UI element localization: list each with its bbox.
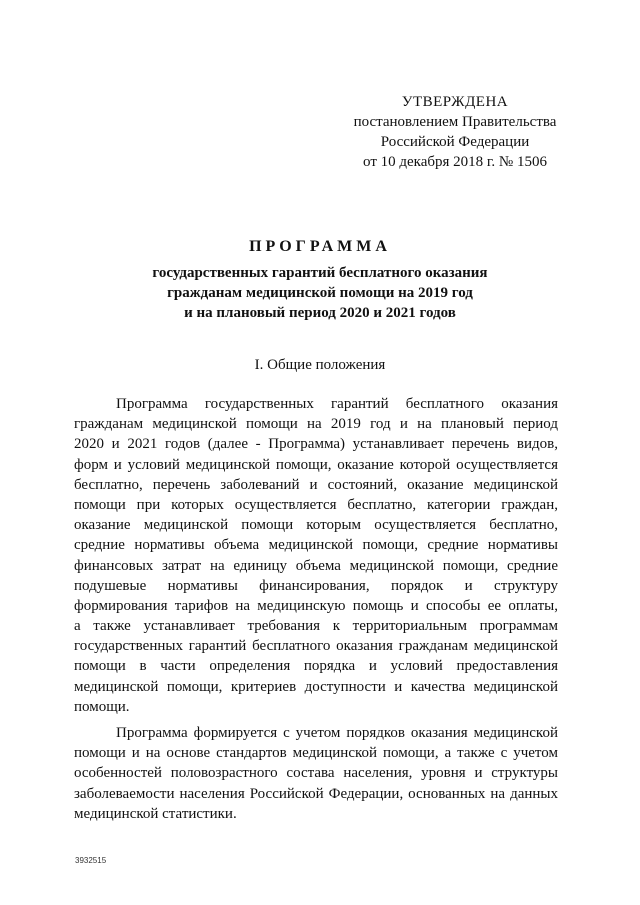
paragraph-line: помощи. (74, 698, 130, 715)
paragraph-line: форм и условий медицинской помощи, оказание которой осуществляется (74, 456, 558, 473)
approval-stamp (340, 92, 570, 172)
approval-line-1: постановлением Правительства (353, 114, 557, 130)
document-code: 3932515 (75, 856, 107, 865)
paragraph-line: финансовых затрат на единицу объема медицинской помощи, средние (74, 557, 558, 574)
paragraph-line: 2020 и 2021 годов (далее - Программа) устанавливает перечень видов, (74, 436, 558, 453)
paragraph-line: медицинской статистики. (74, 805, 237, 822)
paragraph-line: формирования тарифов на медицинскую помощь и способы ее оплаты, (74, 597, 558, 614)
paragraph-1 (74, 394, 558, 717)
paragraph-line: подушевые нормативы финансирования, порядок и структуру (74, 577, 558, 594)
approval-line-3: от 10 декабря 2018 г. № 1506 (363, 154, 547, 170)
approval-heading: УТВЕРЖДЕНА (401, 94, 509, 110)
paragraph-line: а также устанавливает требования к территориальным программам (74, 618, 558, 635)
paragraph-line: Программа государственных гарантий бесплатного оказания (116, 396, 558, 412)
paragraph-line: заболеваемости населения Российской Федерации, основанных на данных (74, 785, 558, 802)
paragraph-line: средние нормативы объема медицинской помощи, средние нормативы (74, 537, 558, 554)
subtitle-line: и на плановый период 2020 и 2021 годов (184, 305, 456, 321)
section-heading: I. Общие положения (254, 357, 386, 373)
paragraph-line: медицинской помощи, критериев доступности и качества медицинской (74, 678, 558, 695)
document-title: ПРОГРАММА (249, 238, 391, 255)
paragraph-line: помощи в части определения порядка и условий предоставления (74, 658, 558, 675)
paragraph-2 (74, 723, 558, 824)
paragraph-line: Программа формируется с учетом порядков оказания медицинской (116, 725, 558, 741)
paragraph-line: помощи при которых осуществляется бесплатно, категории граждан, (74, 496, 558, 513)
subtitle-line: государственных гарантий бесплатного оказания (152, 265, 488, 281)
paragraph-line: особенностей половозрастного состава населения, уровня и структуры (74, 765, 558, 782)
paragraph-line: бесплатно, перечень заболеваний и состояний, оказание медицинской (74, 476, 558, 493)
paragraph-line: государственных гарантий бесплатного оказания гражданам медицинской (74, 638, 558, 655)
paragraph-line: оказание медицинской помощи которым осуществляется бесплатно, (74, 517, 558, 534)
document-subtitle (0, 263, 640, 323)
subtitle-line: гражданам медицинской помощи на 2019 год (167, 285, 473, 301)
body-text (74, 394, 558, 824)
paragraph-line: гражданам медицинской помощи на 2019 год и на плановый период (74, 416, 558, 433)
paragraph-line: помощи и на основе стандартов медицинской помощи, а также с учетом (74, 745, 558, 762)
approval-line-2: Российской Федерации (380, 134, 530, 150)
